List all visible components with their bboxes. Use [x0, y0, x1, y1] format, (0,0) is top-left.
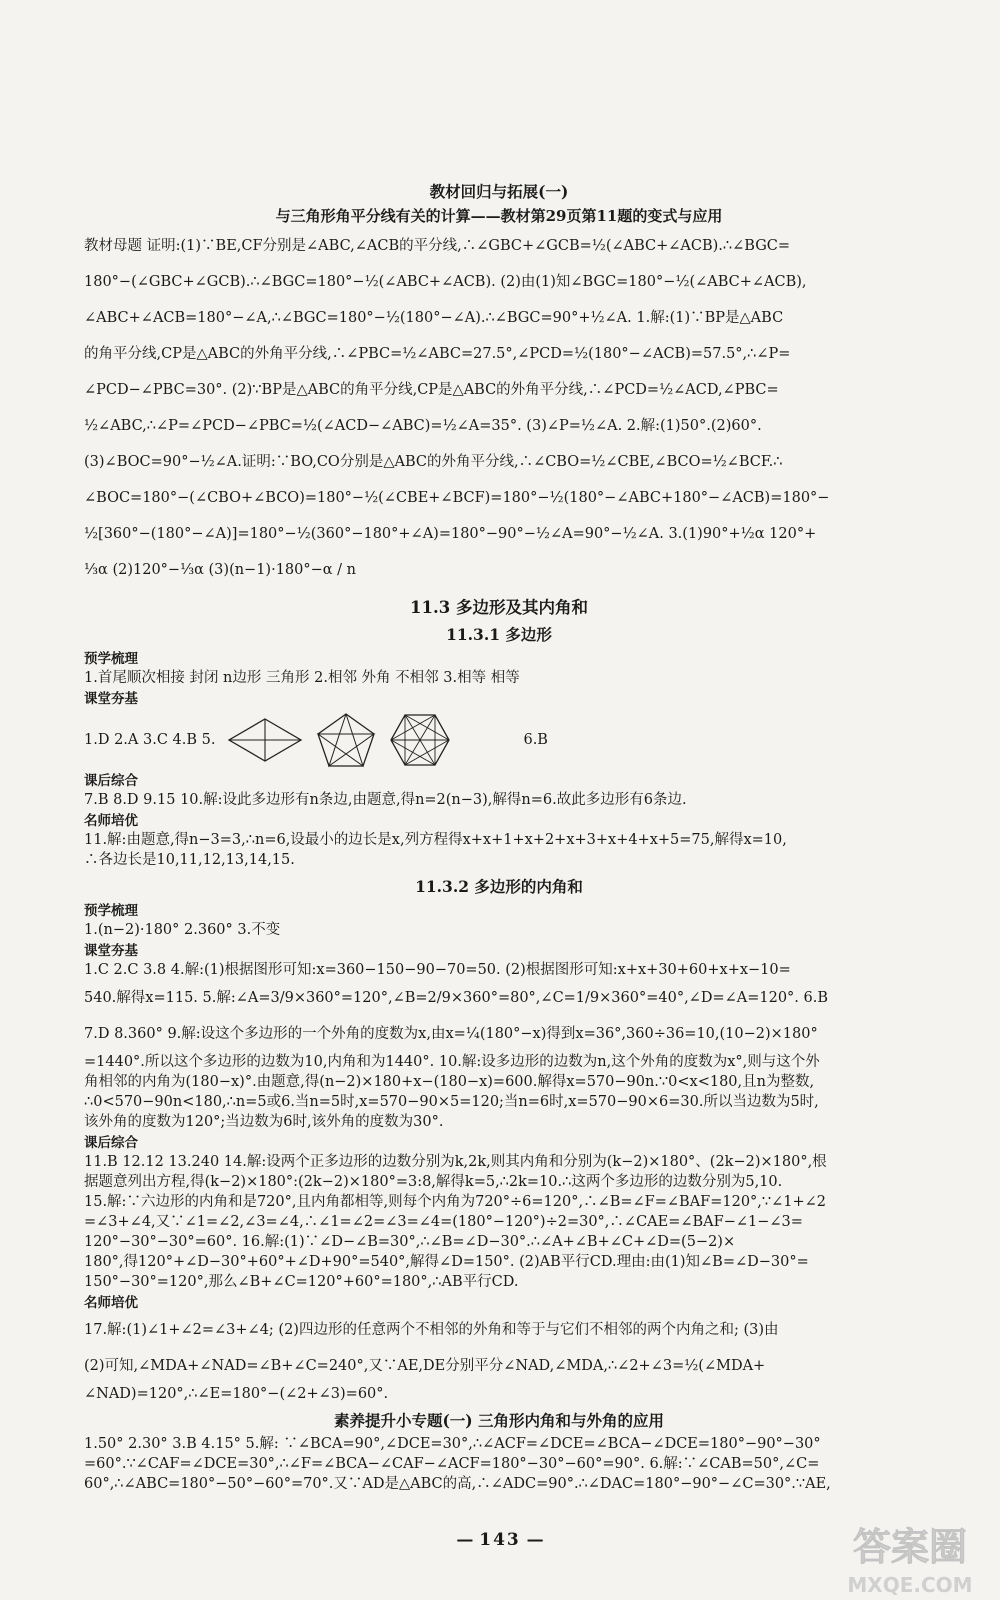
answer-line: ∠NAD)=120°,∴∠E=180°−(∠2+∠3)=60°. [84, 1386, 389, 1402]
intro-block [84, 228, 914, 588]
answer-line: 11.解:由题意,得n−3=3,∴n=6,设最小的边长是x,列方程得x+x+1+x+2+x+3+x+4+x+5=75,解得x=10, [84, 832, 787, 848]
answer-figures-row [84, 710, 914, 770]
answer-line: (2)可知,∠MDA+∠NAD=∠B+∠C=240°,又∵AE,DE分别平分∠NAD,∠MDA,∴∠2+∠3=½(∠MDA+ [84, 1358, 766, 1374]
page-title: 教材回归与拓展(一) [429, 182, 569, 201]
section-label: 课堂夯基 [84, 943, 138, 959]
page-subtitle: 与三角形角平分线有关的计算——教材第29页第11题的变式与应用 [275, 207, 723, 225]
section-label: 预学梳理 [84, 903, 138, 919]
subsection-heading: 11.3.1 多边形 [446, 625, 552, 644]
answer-line: 1.D 2.A 3.C 4.B 5. [84, 732, 216, 748]
answer-line: 17.解:(1)∠1+∠2=∠3+∠4; (2)四边形的任意两个不相邻的外角和等于与它们不相邻的两个内角之和; (3)由 [84, 1322, 779, 1338]
pentagon-diagonals-figure [315, 711, 377, 769]
rhombus-diagonals-figure [227, 717, 303, 763]
answer-line: 7.B 8.D 9.15 10.解:设此多边形有n条边,由题意,得n=2(n−3),解得n=6.故此多边形有6条边. [84, 792, 687, 808]
intro-line: ∠ABC+∠ACB=180°−∠A,∴∠BGC=180°−½(180°−∠A).∴∠BGC=90°+½∠A. 1.解:(1)∵BP是△ABC [84, 310, 784, 326]
intro-line: ∠PCD−∠PBC=30°. (2)∵BP是△ABC的角平分线,CP是△ABC的外角平分线,∴∠PCD=½∠ACD,∠PBC= [84, 382, 779, 398]
watermark-title: 答案圈 [852, 1525, 968, 1569]
answer-line: 1.50° 2.30° 3.B 4.15° 5.解: ∵∠BCA=90°,∠DCE=30°,∴∠ACF=∠DCE=∠BCA−∠DCE=180°−90°−30° [84, 1436, 821, 1452]
intro-line: (3)∠BOC=90°−½∠A.证明:∵BO,CO分别是△ABC的外角平分线,∴∠CBO=½∠CBE,∠BCO=½∠BCF.∴ [84, 454, 783, 470]
section-label: 名师培优 [84, 1295, 138, 1311]
answer-line: 150°−30°=120°,那么∠B+∠C=120°+60°=180°,∴AB平行CD. [84, 1274, 519, 1290]
section-label: 课堂夯基 [84, 691, 138, 707]
intro-line: 教材母题 证明:(1)∵BE,CF分别是∠ABC,∠ACB的平分线,∴∠GBC+∠GCB=½(∠ABC+∠ACB).∴∠BGC= [84, 238, 791, 254]
section-label: 预学梳理 [84, 651, 138, 667]
watermark-url: MXQE.COM [847, 1573, 973, 1597]
answer-line: 1.首尾顺次相接 封闭 n边形 三角形 2.相邻 外角 不相邻 3.相等 相等 [84, 670, 520, 686]
subsection-heading: 11.3.2 多边形的内角和 [415, 877, 583, 896]
hexagon-diagonals-figure [389, 711, 451, 769]
answer-line: 1.C 2.C 3.8 4.解:(1)根据图形可知:x=360−150−90−70=50. (2)根据图形可知:x+x+30+60+x+x−10= [84, 962, 791, 978]
intro-line: ∠BOC=180°−(∠CBO+∠BCO)=180°−½(∠CBE+∠BCF)=180°−½(180°−∠ABC+180°−∠ACB)=180°− [84, 490, 830, 506]
topic-heading: 素养提升小专题(一) 三角形内角和与外角的应用 [333, 1411, 665, 1430]
answer-line: 120°−30°−30°=60°. 16.解:(1)∵∠D−∠B=30°,∴∠B=∠D−30°.∴∠A+∠B+∠C+∠D=(5−2)× [84, 1234, 736, 1250]
answer-line: 180°,得120°+∠D−30°+60°+∠D+90°=540°,解得∠D=150°. (2)AB平行CD.理由:由(1)知∠B=∠D−30°= [84, 1254, 809, 1270]
answer-line: 60°,∴∠ABC=180°−50°−60°=70°.又∵AD是△ABC的高,∴∠ADC=90°.∴∠DAC=180°−90°−∠C=30°.∵AE, [84, 1476, 831, 1492]
answer-line: ∴0<570−90n<180,∴n=5或6.当n=5时,x=570−90×5=120;当n=6时,x=570−90×6=30.所以当边数为5时, [84, 1094, 819, 1110]
answer-line: 据题意列出方程,得(k−2)×180°:(2k−2)×180°=3:8,解得k=5,∴2k=10.∴这两个多边形的边数分别为5,10. [84, 1174, 783, 1190]
answer-line: 15.解:∵六边形的内角和是720°,且内角都相等,则每个内角为720°÷6=120°,∴∠B=∠F=∠BAF=120°,∵∠1+∠2 [84, 1194, 827, 1210]
page-number: — 143 — [456, 1530, 544, 1550]
watermark-logo [830, 1518, 990, 1600]
answer-line: =∠3+∠4,又∵∠1=∠2,∠3=∠4,∴∠1=∠2=∠3=∠4=(180°−120°)÷2=30°,∴∠CAE=∠BAF−∠1−∠3= [84, 1214, 803, 1230]
intro-line: 180°−(∠GBC+∠GCB).∴∠BGC=180°−½(∠ABC+∠ACB). (2)由(1)知∠BGC=180°−½(∠ABC+∠ACB), [84, 274, 807, 290]
answer-line: =60°.∵∠CAF=∠DCE=30°,∴∠F=∠BCA−∠CAF−∠ACF=180°−30°−60°=90°. 6.解:∵∠CAB=50°,∠C= [84, 1456, 820, 1472]
intro-line: ⅓α (2)120°−⅓α (3)(n−1)·180°−α / n [84, 562, 357, 578]
intro-line: ½∠ABC,∴∠P=∠PCD−∠PBC=½(∠ACD−∠ABC)=½∠A=35°. (3)∠P=½∠A. 2.解:(1)50°.(2)60°. [84, 418, 762, 434]
answer-line: 1.(n−2)·180° 2.360° 3.不变 [84, 922, 281, 938]
answer-line: ∴各边长是10,11,12,13,14,15. [84, 852, 295, 868]
intro-line: ½[360°−(180°−∠A)]=180°−½(360°−180°+∠A)=180°−90°−½∠A=90°−½∠A. 3.(1)90°+½α 120°+ [84, 526, 817, 542]
answer-line: 该外角的度数为120°;当边数为6时,该外角的度数为30°. [84, 1114, 444, 1130]
answer-line: 7.D 8.360° 9.解:设这个多边形的一个外角的度数为x,由x=¼(180°−x)得到x=36°,360÷36=10,(10−2)×180° [84, 1026, 818, 1042]
section-label: 名师培优 [84, 813, 138, 829]
answer-line: 6.B [523, 732, 548, 748]
answer-line: 11.B 12.12 13.240 14.解:设两个正多边形的边数分别为k,2k,则其内角和分别为(k−2)×180°、(2k−2)×180°,根 [84, 1154, 827, 1170]
answer-line: 540.解得x=115. 5.解:∠A=3/9×360°=120°,∠B=2/9×360°=80°,∠C=1/9×360°=40°,∠D=∠A=120°. 6.B [84, 990, 829, 1006]
section-heading: 11.3 多边形及其内角和 [410, 598, 588, 617]
answer-page [84, 180, 914, 1494]
section-label: 课后综合 [84, 1135, 138, 1151]
section-label: 课后综合 [84, 773, 138, 789]
page-number-value: 143 [479, 1530, 521, 1550]
intro-line: 的角平分线,CP是△ABC的外角平分线,∴∠PBC=½∠ABC=27.5°,∠PCD=½(180°−∠ACB)=57.5°,∴∠P= [84, 346, 791, 362]
answer-line: 角相邻的内角为(180−x)°.由题意,得(n−2)×180+x−(180−x)=600.解得x=570−90n.∵0<x<180,且n为整数, [84, 1074, 815, 1090]
answer-line: =1440°.所以这个多边形的边数为10,内角和为1440°. 10.解:设多边形的边数为n,这个外角的度数为x°,则与这个外 [84, 1054, 820, 1070]
